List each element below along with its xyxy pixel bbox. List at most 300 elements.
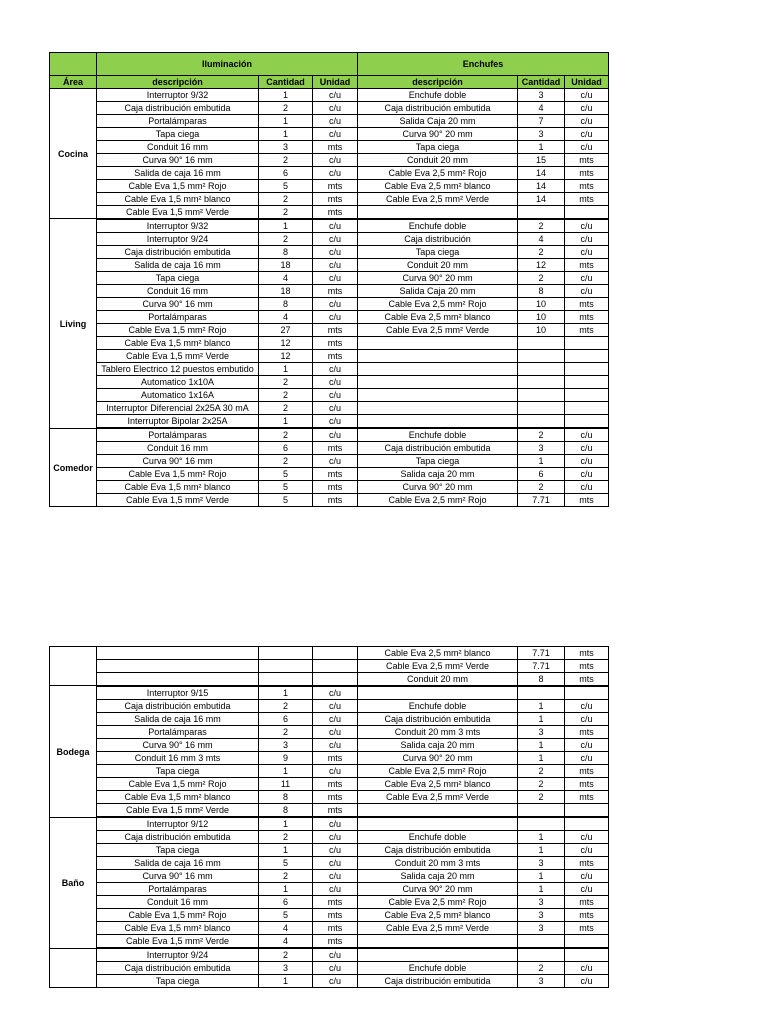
cell-desc-enchufes: Cable Eva 2,5 mm² blanco (358, 311, 518, 324)
cell-desc-iluminacion (97, 647, 259, 660)
cell-unit-iluminacion: c/u (313, 726, 358, 739)
table-row (50, 818, 609, 831)
table-row (50, 246, 609, 259)
area-label (50, 949, 97, 988)
cell-desc-iluminacion: Salida de caja 16 mm (97, 167, 259, 180)
table-row (50, 765, 609, 778)
cell-unit-iluminacion: c/u (313, 220, 358, 233)
cell-qty-enchufes (518, 337, 565, 350)
cell-unit-iluminacion: mts (313, 791, 358, 804)
cell-unit-enchufes (565, 402, 609, 415)
cell-desc-iluminacion: Tapa ciega (97, 765, 259, 778)
cell-qty-iluminacion: 4 (259, 935, 313, 948)
materials-table-page-2 (49, 646, 609, 988)
cell-desc-enchufes: Curva 90° 20 mm (358, 883, 518, 896)
cell-desc-enchufes: Cable Eva 2,5 mm² Rojo (358, 298, 518, 311)
cell-desc-iluminacion: Automatico 1x16A (97, 389, 259, 402)
cell-desc-enchufes: Curva 90° 20 mm (358, 272, 518, 285)
table-row (50, 883, 609, 896)
cell-qty-iluminacion: 1 (259, 975, 313, 988)
cell-desc-enchufes (358, 363, 518, 376)
cell-qty-iluminacion: 1 (259, 765, 313, 778)
cell-desc-iluminacion: Caja distribución embutida (97, 962, 259, 975)
table-row (50, 896, 609, 909)
cell-unit-enchufes: c/u (565, 752, 609, 765)
cell-unit-enchufes (565, 206, 609, 219)
cell-unit-enchufes (565, 687, 609, 700)
cell-unit-iluminacion: c/u (313, 844, 358, 857)
cell-desc-enchufes: Curva 90° 20 mm (358, 752, 518, 765)
cell-qty-enchufes (518, 935, 565, 948)
cell-desc-iluminacion: Tapa ciega (97, 975, 259, 988)
cell-desc-iluminacion (97, 673, 259, 686)
cell-qty-enchufes: 1 (518, 141, 565, 154)
cell-desc-iluminacion: Cable Eva 1,5 mm² Verde (97, 350, 259, 363)
cell-unit-enchufes: c/u (565, 272, 609, 285)
cell-desc-enchufes: Salida caja 20 mm (358, 468, 518, 481)
cell-desc-enchufes: Enchufe doble (358, 962, 518, 975)
cell-qty-iluminacion: 2 (259, 389, 313, 402)
cell-qty-iluminacion: 1 (259, 363, 313, 376)
table-row (50, 922, 609, 935)
table-row (50, 700, 609, 713)
cell-qty-iluminacion (259, 660, 313, 673)
cell-desc-enchufes: Conduit 20 mm (358, 259, 518, 272)
cell-desc-enchufes: Cable Eva 2,5 mm² Verde (358, 324, 518, 337)
cell-desc-enchufes: Cable Eva 2,5 mm² Rojo (358, 765, 518, 778)
cell-qty-enchufes: 3 (518, 857, 565, 870)
cell-desc-enchufes: Cable Eva 2,5 mm² Rojo (358, 896, 518, 909)
cell-qty-enchufes: 12 (518, 259, 565, 272)
cell-unit-iluminacion: c/u (313, 389, 358, 402)
table-row (50, 193, 609, 206)
cell-desc-enchufes: Enchufe doble (358, 89, 518, 102)
cell-qty-iluminacion: 5 (259, 494, 313, 507)
table-row (50, 857, 609, 870)
cell-unit-enchufes: c/u (565, 220, 609, 233)
cell-unit-iluminacion (313, 647, 358, 660)
table-row (50, 673, 609, 686)
cell-desc-enchufes (358, 935, 518, 948)
cell-qty-enchufes: 1 (518, 870, 565, 883)
cell-unit-iluminacion: c/u (313, 713, 358, 726)
cell-unit-enchufes: c/u (565, 89, 609, 102)
cell-qty-enchufes: 1 (518, 739, 565, 752)
cell-unit-iluminacion: c/u (313, 402, 358, 415)
cell-unit-enchufes (565, 935, 609, 948)
cell-qty-iluminacion: 4 (259, 272, 313, 285)
cell-qty-iluminacion: 2 (259, 949, 313, 962)
cell-qty-iluminacion: 9 (259, 752, 313, 765)
cell-qty-enchufes: 1 (518, 713, 565, 726)
cell-qty-iluminacion: 5 (259, 481, 313, 494)
cell-desc-enchufes: Cable Eva 2,5 mm² Rojo (358, 167, 518, 180)
cell-desc-iluminacion: Cable Eva 1,5 mm² Verde (97, 935, 259, 948)
cell-unit-iluminacion: c/u (313, 128, 358, 141)
cell-desc-iluminacion: Curva 90° 16 mm (97, 739, 259, 752)
cell-desc-iluminacion: Cable Eva 1,5 mm² blanco (97, 337, 259, 350)
cell-qty-enchufes: 2 (518, 962, 565, 975)
cell-unit-iluminacion: c/u (313, 949, 358, 962)
cell-desc-enchufes: Cable Eva 2,5 mm² blanco (358, 909, 518, 922)
cell-desc-iluminacion: Cable Eva 1,5 mm² blanco (97, 922, 259, 935)
table-row (50, 481, 609, 494)
cell-desc-iluminacion: Interruptor Bipolar 2x25A (97, 415, 259, 428)
cell-unit-enchufes: c/u (565, 233, 609, 246)
cell-unit-enchufes: mts (565, 673, 609, 686)
table-row (50, 909, 609, 922)
cell-desc-iluminacion: Curva 90° 16 mm (97, 455, 259, 468)
cell-unit-iluminacion: c/u (313, 259, 358, 272)
cell-unit-iluminacion (313, 673, 358, 686)
cell-desc-iluminacion: Cable Eva 1,5 mm² Rojo (97, 324, 259, 337)
cell-unit-enchufes: c/u (565, 831, 609, 844)
cell-desc-enchufes: Conduit 20 mm 3 mts (358, 857, 518, 870)
cell-unit-iluminacion: c/u (313, 233, 358, 246)
col-header-descripcion-iluminacion: descripción (97, 76, 259, 89)
cell-unit-iluminacion: c/u (313, 415, 358, 428)
cell-desc-enchufes: Caja distribución embutida (358, 102, 518, 115)
cell-desc-enchufes: Enchufe doble (358, 220, 518, 233)
cell-unit-enchufes (565, 949, 609, 962)
cell-desc-iluminacion: Cable Eva 1,5 mm² Rojo (97, 180, 259, 193)
cell-qty-enchufes: 4 (518, 233, 565, 246)
cell-unit-enchufes: mts (565, 726, 609, 739)
cell-unit-enchufes: c/u (565, 481, 609, 494)
cell-qty-enchufes: 1 (518, 831, 565, 844)
cell-unit-iluminacion: c/u (313, 975, 358, 988)
cell-unit-iluminacion: c/u (313, 154, 358, 167)
col-header-unidad-enchufes: Unidad (565, 76, 609, 89)
cell-qty-iluminacion (259, 673, 313, 686)
cell-unit-enchufes: mts (565, 660, 609, 673)
cell-desc-enchufes: Cable Eva 2,5 mm² Verde (358, 922, 518, 935)
cell-unit-iluminacion: mts (313, 494, 358, 507)
cell-unit-iluminacion: c/u (313, 115, 358, 128)
cell-unit-enchufes: c/u (565, 962, 609, 975)
cell-unit-iluminacion: mts (313, 141, 358, 154)
cell-unit-iluminacion: mts (313, 337, 358, 350)
table-row (50, 429, 609, 442)
cell-unit-iluminacion: c/u (313, 831, 358, 844)
cell-desc-iluminacion: Conduit 16 mm (97, 285, 259, 298)
cell-desc-enchufes: Caja distribución embutida (358, 713, 518, 726)
cell-unit-iluminacion: c/u (313, 739, 358, 752)
cell-desc-enchufes (358, 818, 518, 831)
cell-unit-iluminacion: c/u (313, 167, 358, 180)
cell-qty-enchufes: 3 (518, 442, 565, 455)
cell-desc-iluminacion: Interruptor 9/32 (97, 89, 259, 102)
table-row (50, 844, 609, 857)
cell-unit-iluminacion: mts (313, 481, 358, 494)
cell-unit-enchufes: mts (565, 896, 609, 909)
cell-unit-iluminacion: mts (313, 935, 358, 948)
cell-qty-enchufes (518, 687, 565, 700)
cell-desc-iluminacion: Curva 90° 16 mm (97, 298, 259, 311)
cell-qty-enchufes (518, 389, 565, 402)
table-row (50, 442, 609, 455)
cell-unit-enchufes: c/u (565, 468, 609, 481)
table-row (50, 259, 609, 272)
cell-qty-iluminacion: 11 (259, 778, 313, 791)
cell-qty-iluminacion: 2 (259, 233, 313, 246)
cell-desc-enchufes (358, 376, 518, 389)
cell-unit-enchufes (565, 363, 609, 376)
cell-qty-enchufes: 1 (518, 700, 565, 713)
cell-desc-enchufes: Caja distribución (358, 233, 518, 246)
cell-unit-iluminacion: mts (313, 804, 358, 817)
cell-qty-iluminacion: 2 (259, 102, 313, 115)
cell-desc-enchufes: Caja distribución embutida (358, 844, 518, 857)
cell-unit-enchufes: c/u (565, 739, 609, 752)
cell-qty-iluminacion: 2 (259, 831, 313, 844)
area-label: Bodega (50, 686, 97, 818)
cell-desc-enchufes: Conduit 20 mm (358, 154, 518, 167)
table-row (50, 778, 609, 791)
table-row (50, 102, 609, 115)
cell-unit-enchufes: mts (565, 298, 609, 311)
cell-qty-enchufes: 3 (518, 726, 565, 739)
table-row (50, 376, 609, 389)
table-row (50, 180, 609, 193)
cell-unit-enchufes: c/u (565, 246, 609, 259)
cell-desc-enchufes (358, 949, 518, 962)
cell-qty-enchufes: 7.71 (518, 647, 565, 660)
table-row (50, 389, 609, 402)
cell-qty-iluminacion: 6 (259, 442, 313, 455)
cell-unit-iluminacion: c/u (313, 102, 358, 115)
cell-qty-iluminacion (259, 647, 313, 660)
cell-desc-iluminacion: Tapa ciega (97, 272, 259, 285)
cell-desc-iluminacion: Cable Eva 1,5 mm² Rojo (97, 778, 259, 791)
cell-desc-enchufes (358, 337, 518, 350)
table-row (50, 141, 609, 154)
cell-qty-enchufes: 8 (518, 285, 565, 298)
cell-desc-enchufes: Tapa ciega (358, 455, 518, 468)
table-row (50, 154, 609, 167)
cell-unit-iluminacion: c/u (313, 962, 358, 975)
cell-desc-iluminacion: Caja distribución embutida (97, 700, 259, 713)
col-header-cantidad-enchufes: Cantidad (518, 76, 565, 89)
cell-qty-enchufes: 14 (518, 167, 565, 180)
cell-qty-enchufes: 2 (518, 246, 565, 259)
cell-unit-iluminacion: c/u (313, 376, 358, 389)
cell-desc-iluminacion: Cable Eva 1,5 mm² Verde (97, 206, 259, 219)
cell-unit-iluminacion: mts (313, 778, 358, 791)
cell-unit-iluminacion: mts (313, 180, 358, 193)
cell-unit-iluminacion: c/u (313, 298, 358, 311)
group-header-row (50, 53, 609, 76)
cell-desc-iluminacion: Curva 90° 16 mm (97, 154, 259, 167)
area-label: Baño (50, 818, 97, 949)
cell-desc-iluminacion: Interruptor 9/24 (97, 949, 259, 962)
cell-qty-enchufes: 1 (518, 844, 565, 857)
cell-qty-enchufes (518, 804, 565, 817)
cell-qty-enchufes: 2 (518, 272, 565, 285)
cell-qty-iluminacion: 8 (259, 791, 313, 804)
cell-desc-iluminacion: Portalámparas (97, 883, 259, 896)
group-header-iluminacion: Iluminación (97, 53, 358, 76)
cell-qty-iluminacion: 1 (259, 115, 313, 128)
cell-desc-iluminacion: Cable Eva 1,5 mm² blanco (97, 791, 259, 804)
col-header-cantidad-iluminacion: Cantidad (259, 76, 313, 89)
cell-desc-enchufes: Salida caja 20 mm (358, 739, 518, 752)
cell-unit-enchufes: c/u (565, 141, 609, 154)
cell-desc-iluminacion: Conduit 16 mm 3 mts (97, 752, 259, 765)
cell-qty-iluminacion: 27 (259, 324, 313, 337)
cell-unit-enchufes: mts (565, 180, 609, 193)
cell-unit-enchufes: c/u (565, 128, 609, 141)
cell-desc-enchufes: Cable Eva 2,5 mm² blanco (358, 778, 518, 791)
cell-unit-iluminacion: c/u (313, 429, 358, 442)
cell-unit-iluminacion: c/u (313, 246, 358, 259)
group-header-blank (50, 53, 97, 76)
table-row (50, 713, 609, 726)
cell-qty-iluminacion: 2 (259, 193, 313, 206)
table-row (50, 415, 609, 428)
cell-unit-enchufes (565, 376, 609, 389)
cell-qty-enchufes: 3 (518, 975, 565, 988)
cell-qty-iluminacion: 3 (259, 962, 313, 975)
cell-desc-enchufes: Caja distribución embutida (358, 442, 518, 455)
cell-desc-iluminacion: Interruptor 9/12 (97, 818, 259, 831)
cell-desc-iluminacion: Conduit 16 mm (97, 442, 259, 455)
cell-unit-enchufes: c/u (565, 115, 609, 128)
area-label (50, 647, 97, 686)
cell-unit-iluminacion: c/u (313, 363, 358, 376)
cell-desc-enchufes (358, 804, 518, 817)
cell-qty-enchufes: 7.71 (518, 660, 565, 673)
cell-qty-iluminacion: 1 (259, 844, 313, 857)
cell-unit-enchufes: mts (565, 311, 609, 324)
cell-qty-iluminacion: 12 (259, 350, 313, 363)
cell-unit-iluminacion: c/u (313, 687, 358, 700)
cell-desc-iluminacion: Interruptor 9/32 (97, 220, 259, 233)
table-row (50, 647, 609, 660)
cell-desc-enchufes: Cable Eva 2,5 mm² Verde (358, 660, 518, 673)
table-row (50, 791, 609, 804)
cell-qty-iluminacion: 8 (259, 246, 313, 259)
column-header-row (50, 76, 609, 89)
cell-qty-enchufes (518, 402, 565, 415)
cell-unit-iluminacion: c/u (313, 311, 358, 324)
materials-table-page-1 (49, 52, 609, 507)
table-row (50, 298, 609, 311)
cell-qty-enchufes: 10 (518, 298, 565, 311)
cell-qty-enchufes: 10 (518, 311, 565, 324)
cell-qty-iluminacion: 1 (259, 883, 313, 896)
cell-unit-enchufes: c/u (565, 883, 609, 896)
cell-qty-iluminacion: 2 (259, 726, 313, 739)
cell-unit-iluminacion: c/u (313, 883, 358, 896)
table-row (50, 870, 609, 883)
cell-desc-enchufes (358, 389, 518, 402)
group-header-enchufes: Enchufes (358, 53, 609, 76)
cell-desc-enchufes: Enchufe doble (358, 831, 518, 844)
cell-desc-iluminacion: Cable Eva 1,5 mm² Verde (97, 804, 259, 817)
cell-qty-enchufes: 2 (518, 429, 565, 442)
cell-qty-iluminacion: 18 (259, 259, 313, 272)
cell-qty-iluminacion: 5 (259, 909, 313, 922)
table-row (50, 311, 609, 324)
cell-desc-enchufes: Conduit 20 mm (358, 673, 518, 686)
cell-desc-iluminacion: Caja distribución embutida (97, 831, 259, 844)
cell-desc-iluminacion: Portalámparas (97, 726, 259, 739)
cell-qty-enchufes: 15 (518, 154, 565, 167)
table-row (50, 739, 609, 752)
cell-unit-iluminacion: c/u (313, 857, 358, 870)
cell-unit-enchufes: mts (565, 922, 609, 935)
cell-qty-iluminacion: 12 (259, 337, 313, 350)
cell-qty-enchufes: 2 (518, 765, 565, 778)
cell-qty-enchufes: 14 (518, 193, 565, 206)
cell-desc-iluminacion (97, 660, 259, 673)
cell-unit-enchufes: mts (565, 259, 609, 272)
table-row (50, 468, 609, 481)
cell-qty-enchufes: 14 (518, 180, 565, 193)
cell-qty-iluminacion: 2 (259, 700, 313, 713)
cell-qty-enchufes: 3 (518, 896, 565, 909)
cell-qty-iluminacion: 5 (259, 857, 313, 870)
cell-qty-iluminacion: 1 (259, 128, 313, 141)
cell-unit-enchufes: mts (565, 909, 609, 922)
table-row (50, 220, 609, 233)
cell-desc-enchufes (358, 350, 518, 363)
table-row (50, 272, 609, 285)
cell-qty-iluminacion: 2 (259, 455, 313, 468)
cell-qty-enchufes: 8 (518, 673, 565, 686)
cell-qty-enchufes: 6 (518, 468, 565, 481)
cell-desc-enchufes: Salida caja 20 mm (358, 870, 518, 883)
cell-desc-enchufes: Cable Eva 2,5 mm² Rojo (358, 494, 518, 507)
cell-qty-iluminacion: 1 (259, 220, 313, 233)
table-row (50, 752, 609, 765)
table-row (50, 660, 609, 673)
cell-unit-enchufes: c/u (565, 713, 609, 726)
cell-qty-enchufes: 2 (518, 481, 565, 494)
table-row (50, 128, 609, 141)
cell-desc-iluminacion: Portalámparas (97, 115, 259, 128)
cell-qty-iluminacion: 2 (259, 206, 313, 219)
cell-unit-enchufes: c/u (565, 700, 609, 713)
cell-unit-enchufes: mts (565, 778, 609, 791)
cell-unit-enchufes: mts (565, 765, 609, 778)
col-header-area: Área (50, 76, 97, 89)
cell-qty-iluminacion: 1 (259, 687, 313, 700)
table-row (50, 402, 609, 415)
cell-unit-iluminacion: c/u (313, 700, 358, 713)
cell-unit-iluminacion: mts (313, 752, 358, 765)
cell-desc-iluminacion: Conduit 16 mm (97, 141, 259, 154)
cell-unit-iluminacion: mts (313, 442, 358, 455)
cell-unit-iluminacion: mts (313, 285, 358, 298)
cell-unit-iluminacion: mts (313, 468, 358, 481)
cell-unit-enchufes: c/u (565, 844, 609, 857)
cell-qty-iluminacion: 2 (259, 429, 313, 442)
table-row (50, 949, 609, 962)
cell-qty-enchufes: 4 (518, 102, 565, 115)
cell-qty-enchufes: 1 (518, 883, 565, 896)
cell-desc-enchufes (358, 206, 518, 219)
table-row (50, 962, 609, 975)
cell-unit-enchufes: c/u (565, 870, 609, 883)
cell-desc-iluminacion: Automatico 1x10A (97, 376, 259, 389)
cell-desc-iluminacion: Cable Eva 1,5 mm² Rojo (97, 468, 259, 481)
cell-qty-enchufes: 2 (518, 778, 565, 791)
cell-unit-iluminacion: mts (313, 922, 358, 935)
cell-unit-iluminacion (313, 660, 358, 673)
cell-unit-enchufes: c/u (565, 429, 609, 442)
